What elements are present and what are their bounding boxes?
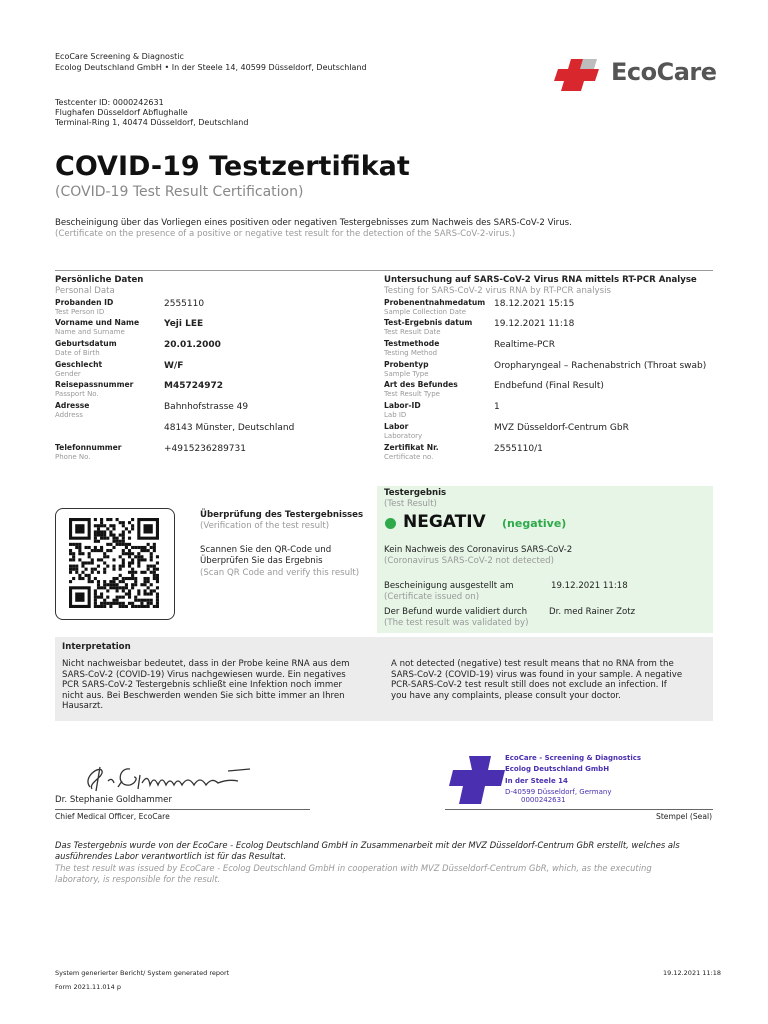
exam-field-label: Labor-ID bbox=[384, 401, 421, 410]
interpretation-en-line: you have any complaints, please consult your doctor. bbox=[391, 690, 621, 701]
footnote-en-line: laboratory, is responsible for the result. bbox=[55, 874, 221, 884]
signature-line bbox=[55, 809, 310, 810]
exam-field-label: Test-Ergebnis datum bbox=[384, 318, 473, 327]
stamp-label: Stempel (Seal) bbox=[656, 812, 713, 821]
field-value: 2555110 bbox=[164, 299, 205, 309]
exam-field-value: Endbefund (Final Result) bbox=[494, 381, 604, 391]
handwritten-signature-icon bbox=[78, 757, 268, 795]
ecocare-logo bbox=[551, 55, 717, 95]
interpretation-box bbox=[55, 637, 713, 721]
signature-image bbox=[78, 757, 268, 795]
page-title: COVID-19 Testzertifikat bbox=[55, 151, 410, 182]
exam-field-value: 18.12.2021 15:15 bbox=[494, 299, 575, 309]
stamp-line5: 0000242631 bbox=[521, 796, 566, 804]
result-value: NEGATIV bbox=[403, 512, 486, 532]
exam-field-label: Labor bbox=[384, 422, 409, 431]
footer-timestamp: 19.12.2021 11:18 bbox=[663, 969, 722, 977]
company-name: EcoCare Screening & Diagnostic bbox=[55, 52, 184, 61]
exam-field-label: Probentyp bbox=[384, 360, 429, 369]
interpretation-de-line: Nicht nachweisbar bedeutet, dass in der Probe keine RNA aus dem bbox=[62, 659, 350, 669]
field-label: Geschlecht bbox=[55, 360, 103, 369]
exam-field-label-en: Test Result Date bbox=[384, 328, 441, 336]
exam-field-label-en: Lab ID bbox=[384, 411, 407, 419]
stamp bbox=[445, 752, 685, 808]
exam-field-label: Art des Befundes bbox=[384, 380, 458, 389]
stamp-line1: EcoCare - Screening & Diagnostics bbox=[505, 754, 642, 762]
cross-logo-icon bbox=[551, 55, 611, 95]
validated-value: Dr. med Rainer Zotz bbox=[549, 607, 636, 617]
testcenter-name: Flughafen Düsseldorf Abflughalle bbox=[55, 108, 188, 117]
testcenter-address: Terminal-Ring 1, 40474 Düsseldorf, Deutschland bbox=[55, 118, 249, 127]
issued-label: Bescheinigung ausgestellt am bbox=[384, 581, 514, 591]
field-label: Telefonnummer bbox=[55, 443, 122, 452]
field-value: Yeji LEE bbox=[164, 319, 204, 329]
verification-heading: Überprüfung des Testergebnisses bbox=[200, 510, 364, 520]
field-label-en: Name and Surname bbox=[55, 328, 125, 336]
stamp-cross-icon bbox=[445, 752, 505, 808]
field-label-en: Phone No. bbox=[55, 453, 91, 461]
field-label-en: Test Person ID bbox=[55, 308, 105, 316]
scan-instruction-en: (Scan QR Code and verify this result) bbox=[200, 568, 360, 578]
interpretation-en-line: SARS-CoV-2 (COVID-19) virus was found in your sample. A negative bbox=[391, 669, 683, 680]
field-label: Geburtsdatum bbox=[55, 339, 117, 348]
exam-heading-en: Testing for SARS-CoV-2 virus RNA by RT-PCR analysis bbox=[384, 286, 611, 296]
result-detail-en: (Coronavirus SARS-CoV-2 not detected) bbox=[384, 556, 554, 566]
personal-heading-en: Personal Data bbox=[55, 286, 115, 296]
company-address: Ecolog Deutschland GmbH • In der Steele 14, 40599 Düsseldorf, Deutschland bbox=[55, 63, 367, 72]
personal-heading: Persönliche Daten bbox=[55, 275, 144, 285]
exam-field-label-en: Sample Collection Date bbox=[384, 308, 467, 316]
exam-field-label-en: Testing Method bbox=[384, 349, 438, 357]
intro-en: (Certificate on the presence of a positive or negative test result for the detection of the SARS-CoV-2-virus.) bbox=[55, 229, 516, 239]
interpretation-de-line: nicht aus. Bei Beschwerden wenden Sie sich bitte immer an Ihren bbox=[62, 690, 345, 701]
field-label-en: Passport No. bbox=[55, 390, 99, 398]
issued-label-en: (Certificate issued on) bbox=[384, 592, 480, 602]
interpretation-de-line: PCR SARS-CoV-2 Testergebnis schließt eine Infektion noch immer bbox=[62, 680, 343, 690]
scan-instruction-line1: Scannen Sie den QR-Code und bbox=[200, 545, 332, 555]
field-label: Vorname und Name bbox=[55, 318, 140, 327]
validated-label: Der Befund wurde validiert durch bbox=[384, 607, 528, 617]
field-label: Adresse bbox=[55, 401, 90, 410]
testcenter-id: Testcenter ID: 0000242631 bbox=[55, 98, 164, 107]
footer-form: Form 2021.11.014 p bbox=[55, 983, 121, 991]
intro-de: Bescheinigung über das Vorliegen eines positiven oder negativen Testergebnisses zum Nachweis des SARS-CoV-2 Virus. bbox=[55, 218, 572, 228]
exam-field-label-en: Certificate no. bbox=[384, 453, 434, 461]
validated-label-en: (The test result was validated by) bbox=[384, 618, 529, 628]
exam-field-value: 2555110/1 bbox=[494, 444, 543, 454]
field-label-en: Address bbox=[55, 411, 83, 419]
exam-field-value: Oropharyngeal – Rachenabstrich (Throat swab) bbox=[494, 361, 707, 371]
result-detail: Kein Nachweis des Coronavirus SARS-CoV-2 bbox=[384, 545, 573, 555]
field-label-en: Date of Birth bbox=[55, 349, 100, 357]
interpretation-en-line: PCR-SARS-CoV-2 test result still does not exclude an infection. If bbox=[391, 680, 667, 690]
issued-value: 19.12.2021 11:18 bbox=[551, 581, 628, 591]
exam-field-label-en: Test Result Type bbox=[384, 390, 440, 398]
field-value: +4915236289731 bbox=[164, 444, 246, 454]
exam-field-value: MVZ Düsseldorf-Centrum GbR bbox=[494, 423, 629, 433]
negative-status-dot-icon bbox=[385, 518, 396, 529]
signatory-name: Dr. Stephanie Goldhammer bbox=[55, 795, 172, 805]
result-value-en: (negative) bbox=[502, 517, 567, 530]
result-heading: Testergebnis bbox=[384, 488, 447, 498]
exam-field-value: 1 bbox=[494, 402, 500, 412]
interpretation-de-line: Hausarzt. bbox=[62, 701, 104, 711]
exam-field-label: Zertifikat Nr. bbox=[384, 443, 439, 452]
footnote-de-line: ausführendes Labor verantwortlich ist für das Resultat. bbox=[55, 851, 287, 861]
interpretation-de-line: SARS-CoV-2 (COVID-19) Virus nachgewiesen wurde. Ein negatives bbox=[62, 669, 346, 680]
interpretation-heading: Interpretation bbox=[62, 642, 131, 652]
stamp-line3: In der Steele 14 bbox=[505, 777, 568, 785]
exam-heading: Untersuchung auf SARS-CoV-2 Virus RNA mittels RT-PCR Analyse bbox=[384, 275, 697, 285]
field-label: Probanden ID bbox=[55, 298, 114, 307]
field-label: Reisepassnummer bbox=[55, 380, 134, 389]
exam-field-value: 19.12.2021 11:18 bbox=[494, 319, 575, 329]
stamp-line4: D-40599 Düsseldorf, Germany bbox=[505, 788, 612, 796]
qr-code-frame[interactable] bbox=[55, 508, 175, 620]
footnote-en-line: The test result was issued by EcoCare - Ecolog Deutschland GmbH in cooperation with MVZ Düsseldorf-Centrum GbR, which, as the executing bbox=[55, 863, 652, 873]
field-value: W/F bbox=[164, 361, 184, 371]
exam-field-label-en: Laboratory bbox=[384, 432, 423, 440]
exam-field-label: Testmethode bbox=[384, 339, 440, 348]
stamp-line2: Ecolog Deutschland GmbH bbox=[505, 765, 610, 773]
field-value-line2: 48143 Münster, Deutschland bbox=[164, 423, 295, 433]
field-value: Bahnhofstrasse 49 bbox=[164, 402, 249, 412]
section-divider bbox=[55, 270, 713, 271]
signatory-role: Chief Medical Officer, EcoCare bbox=[55, 812, 170, 821]
exam-field-label-en: Sample Type bbox=[384, 370, 429, 378]
footnote-de-line: Das Testergebnis wurde von der EcoCare - Ecolog Deutschland GmbH in Zusammenarbeit mit der MVZ Düsseldorf-Centrum GbR erstellt, welches als bbox=[55, 840, 680, 850]
exam-field-value: Realtime-PCR bbox=[494, 340, 555, 350]
verification-heading-en: (Verification of the test result) bbox=[200, 521, 330, 531]
logo-text: EcoCare bbox=[611, 58, 717, 86]
field-value: M45724972 bbox=[164, 381, 224, 391]
page-subtitle: (COVID-19 Test Result Certification) bbox=[55, 184, 304, 200]
interpretation-en-line: A not detected (negative) test result means that no RNA from the bbox=[391, 659, 674, 669]
qr-code-icon[interactable] bbox=[69, 518, 159, 608]
stamp-line bbox=[445, 809, 713, 810]
field-value: 20.01.2000 bbox=[164, 340, 221, 350]
result-heading-en: (Test Result) bbox=[384, 499, 437, 509]
field-label-en: Gender bbox=[55, 370, 81, 378]
scan-instruction-line2: Überprüfen Sie das Ergebnis bbox=[200, 556, 323, 566]
exam-field-label: Probenentnahmedatum bbox=[384, 298, 486, 307]
footer-system: System generierter Bericht/ System generated report bbox=[55, 969, 230, 977]
